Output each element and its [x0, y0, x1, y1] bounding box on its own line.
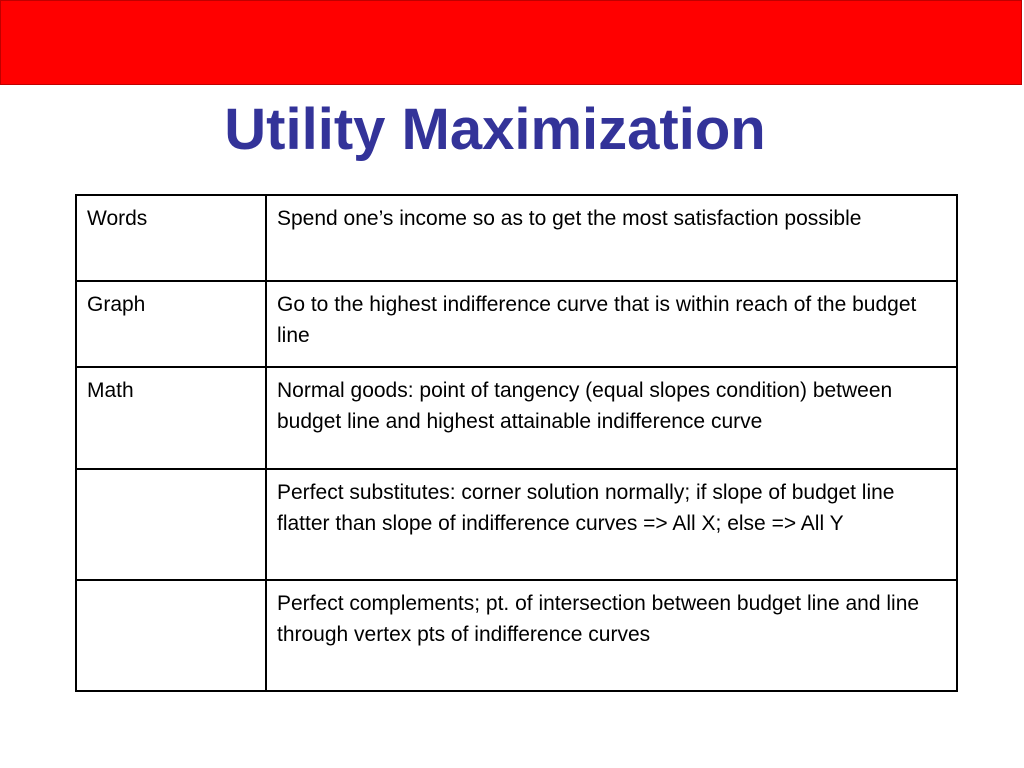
row-description: Normal goods: point of tangency (equal slopes condition) between budget line and highest attainable indifference curve: [266, 367, 957, 469]
table-row: [76, 469, 957, 580]
row-description: Perfect substitutes: corner solution normally; if slope of budget line flatter than slope of indifference curves => All X; else => All Y: [266, 469, 957, 580]
table-row: [76, 580, 957, 691]
row-description: Perfect complements; pt. of intersection between budget line and line through vertex pts of indifference curves: [266, 580, 957, 691]
slide-title: Utility Maximization: [224, 97, 766, 162]
definition-table-container: [75, 194, 958, 692]
row-label: [76, 469, 266, 580]
row-label: Math: [76, 367, 266, 469]
table-row: [76, 195, 957, 281]
red-header-bar: [0, 0, 1022, 85]
row-label: Graph: [76, 281, 266, 367]
row-description: Go to the highest indifference curve that is within reach of the budget line: [266, 281, 957, 367]
row-description: Spend one’s income so as to get the most satisfaction possible: [266, 195, 957, 281]
table-row: [76, 367, 957, 469]
definition-table: [75, 194, 958, 692]
row-label: Words: [76, 195, 266, 281]
row-label: [76, 580, 266, 691]
table-row: [76, 281, 957, 367]
